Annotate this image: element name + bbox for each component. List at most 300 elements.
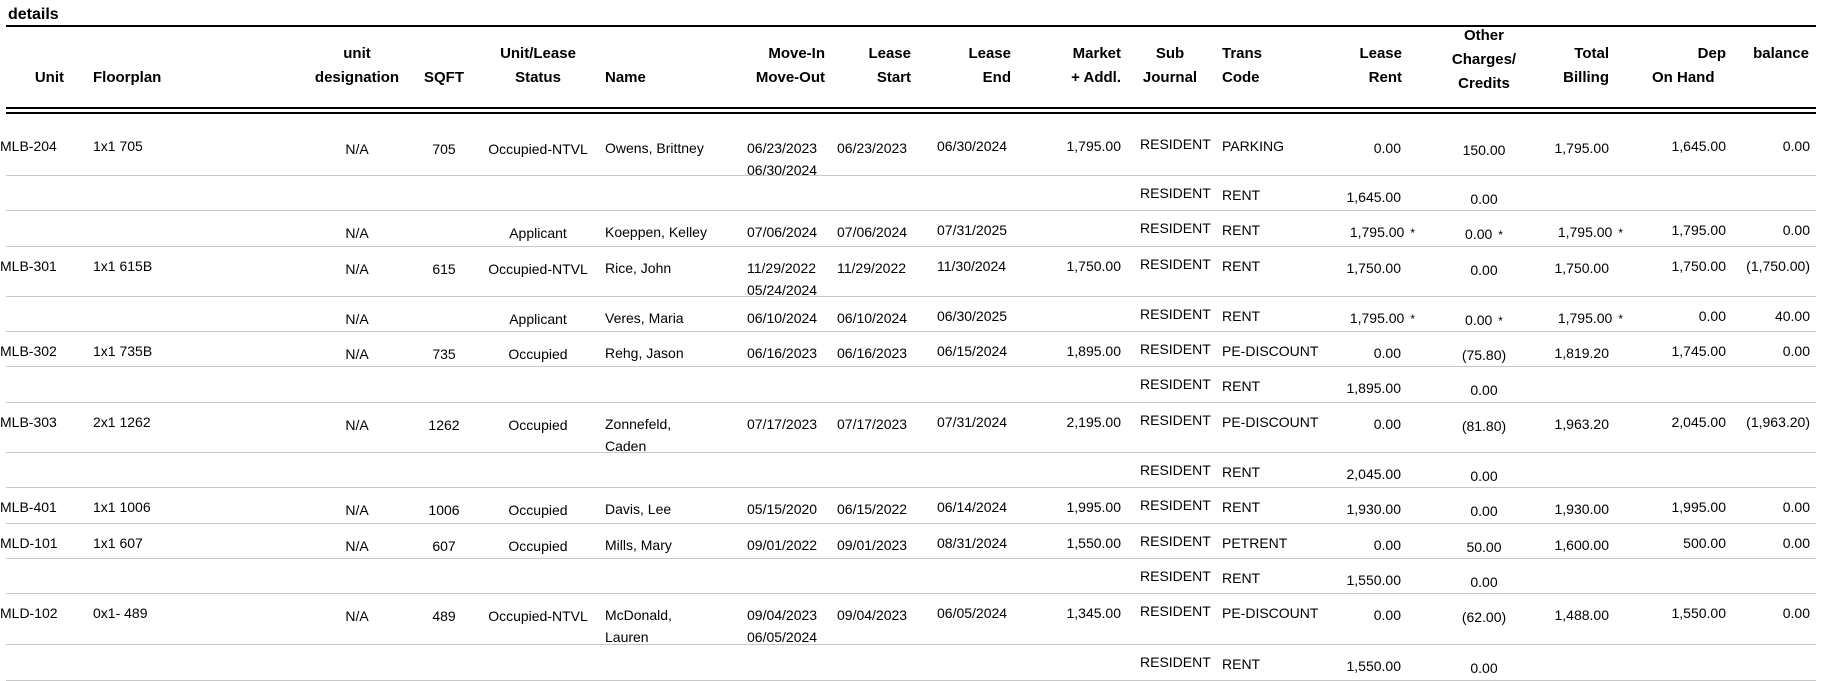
- cell-other: [1434, 500, 1534, 522]
- status-value: Applicant: [509, 311, 567, 327]
- header-status-1: Unit/Lease: [500, 45, 576, 62]
- cell-trans-code: [1222, 135, 1284, 157]
- cell-unit: [0, 411, 57, 433]
- lease-end-value: 06/14/2024: [937, 499, 1008, 515]
- trans-code-value: RENT: [1222, 308, 1261, 324]
- lease-rent-value: 1,895.00: [1346, 380, 1401, 396]
- balance-value: (1,750.00): [1746, 258, 1810, 274]
- balance-value: 0.00: [1782, 605, 1810, 621]
- lease-start-value: 06/10/2024: [837, 310, 908, 326]
- market-value: 1,995.00: [1066, 499, 1121, 515]
- cell-designation: [307, 414, 407, 436]
- total-value: 1,819.20: [1554, 345, 1609, 361]
- cell-lease-end: [937, 411, 1007, 433]
- unit-value: MLB-303: [0, 414, 57, 430]
- sub-journal-value: RESIDENT: [1140, 412, 1211, 428]
- floorplan-value: 1x1 1006: [93, 499, 151, 515]
- cell-trans-code: [1222, 602, 1318, 624]
- cell-trans-code: [1222, 375, 1260, 397]
- lease-start-value: 06/16/2023: [837, 345, 908, 361]
- cell-dep: [1636, 411, 1726, 433]
- cell-other: [1434, 571, 1534, 593]
- table-row: [6, 211, 1816, 247]
- header-total-1: Total: [1574, 45, 1609, 62]
- sub-journal-value: RESIDENT: [1140, 654, 1211, 670]
- cell-unit: [0, 340, 57, 362]
- cell-lease-rent: [1306, 534, 1401, 556]
- designation-value: N/A: [345, 261, 369, 277]
- market-value: 1,550.00: [1066, 535, 1121, 551]
- lease-rent-value: 0.00: [1373, 140, 1401, 156]
- other-value: 0.00: [1470, 468, 1498, 484]
- status-value: Occupied-NTVL: [488, 608, 588, 624]
- lease-start-value: 07/06/2024: [837, 224, 908, 240]
- header-designation-2: designation: [314, 69, 400, 86]
- sub-journal-value: RESIDENT: [1140, 462, 1211, 478]
- cell-move: [747, 307, 817, 329]
- cell-lease-rent: [1306, 307, 1415, 330]
- header-status-2: Status: [515, 69, 561, 86]
- total-value: 1,488.00: [1554, 607, 1609, 623]
- balance-value: 0.00: [1782, 222, 1810, 238]
- other-value: 0.00: [1470, 382, 1498, 398]
- cell-lease-start: [837, 221, 907, 243]
- status-value: Occupied: [508, 538, 568, 554]
- cell-trans-code: [1222, 496, 1260, 518]
- lease-start-value: 09/04/2023: [837, 607, 908, 623]
- cell-lease-start: [837, 257, 906, 279]
- table-row: [0, 113, 1816, 178]
- header-trans-code-1: Trans: [1222, 45, 1263, 62]
- cell-lease-start: [837, 137, 907, 159]
- cell-sqft: [414, 343, 474, 365]
- asterisk-mark: *: [1618, 312, 1623, 326]
- move-in-date: 07/06/2024: [747, 224, 818, 240]
- cell-balance: [1718, 135, 1810, 157]
- cell-lease-rent: [1306, 257, 1401, 279]
- sqft-value: 705: [432, 141, 456, 157]
- cell-floorplan: [93, 602, 147, 624]
- trans-code-value: RENT: [1222, 570, 1261, 586]
- cell-lease-end: [937, 340, 1007, 362]
- cell-other: [1434, 344, 1534, 366]
- lease-end-value: 08/31/2024: [937, 535, 1008, 551]
- dep-value: 1,645.00: [1671, 138, 1726, 154]
- cell-floorplan: [93, 411, 151, 433]
- status-value: Occupied: [508, 502, 568, 518]
- lease-rent-value: 2,045.00: [1346, 466, 1401, 482]
- name-value: Davis, Lee: [605, 501, 672, 517]
- cell-status: [478, 138, 598, 160]
- cell-balance: [1718, 496, 1810, 518]
- other-value: 0.00: [1470, 660, 1498, 676]
- header-balance: balance: [1753, 45, 1809, 62]
- balance-value: (1,963.20): [1746, 414, 1810, 430]
- cell-market: [1030, 135, 1121, 157]
- asterisk-mark: *: [1410, 312, 1415, 326]
- cell-other: [1434, 223, 1534, 246]
- other-value: 0.00: [1470, 191, 1498, 207]
- cell-designation: [307, 308, 407, 330]
- floorplan-value: 1x1 705: [93, 138, 143, 154]
- cell-floorplan: [93, 255, 152, 277]
- cell-unit: [0, 532, 58, 554]
- total-value: 1,750.00: [1554, 260, 1609, 276]
- name-value: Veres, Maria: [605, 310, 684, 326]
- cell-sqft: [414, 414, 474, 436]
- other-value: (81.80): [1461, 418, 1507, 434]
- cell-lease-end: [937, 255, 1006, 277]
- cell-status: [478, 222, 598, 244]
- cell-lease-rent: [1306, 463, 1401, 485]
- cell-name: [605, 137, 715, 159]
- cell-name: [605, 221, 715, 243]
- cell-sub-journal: [1140, 182, 1211, 204]
- cell-sqft: [414, 138, 474, 160]
- market-value: 1,750.00: [1066, 258, 1121, 274]
- other-value: (75.80): [1461, 347, 1507, 363]
- floorplan-value: 2x1 1262: [93, 414, 151, 430]
- cell-total: [1526, 307, 1623, 330]
- cell-sub-journal: [1140, 338, 1211, 360]
- dep-value: 1,750.00: [1671, 258, 1726, 274]
- header-move-2: Move-Out: [755, 69, 825, 86]
- cell-designation: [307, 138, 407, 160]
- market-value: 1,345.00: [1066, 605, 1121, 621]
- designation-value: N/A: [345, 502, 369, 518]
- floorplan-value: 0x1- 489: [93, 605, 148, 621]
- cell-lease-rent: [1306, 342, 1401, 364]
- balance-value: 40.00: [1774, 308, 1810, 324]
- cell-lease-start: [837, 534, 907, 556]
- dep-value: 0.00: [1698, 308, 1726, 324]
- cell-lease-rent: [1306, 137, 1401, 159]
- other-value: (62.00): [1461, 609, 1507, 625]
- cell-dep: [1636, 340, 1726, 362]
- cell-sub-journal: [1140, 373, 1211, 395]
- title-rule: [6, 25, 1816, 27]
- cell-market: [1030, 532, 1121, 554]
- floorplan-value: 1x1 735B: [93, 343, 153, 359]
- table-row: [0, 488, 1816, 524]
- cell-balance: [1718, 411, 1810, 433]
- unit-value: MLB-204: [0, 138, 57, 154]
- asterisk-mark: *: [1498, 314, 1503, 328]
- header-trans-code-2: Code: [1222, 69, 1260, 86]
- sub-journal-value: RESIDENT: [1140, 533, 1211, 549]
- cell-sub-journal: [1140, 565, 1211, 587]
- unit-value: MLB-301: [0, 258, 57, 274]
- cell-dep: [1636, 496, 1726, 518]
- unit-value: MLB-401: [0, 499, 57, 515]
- trans-code-value: RENT: [1222, 499, 1261, 515]
- cell-lease-rent: [1306, 655, 1401, 677]
- cell-other: [1434, 309, 1534, 332]
- trans-code-value: RENT: [1222, 464, 1261, 480]
- cell-market: [1030, 602, 1121, 624]
- total-value: 1,930.00: [1554, 501, 1609, 517]
- cell-lease-end: [937, 532, 1007, 554]
- cell-balance: [1718, 532, 1810, 554]
- move-out-date: 06/30/2024: [747, 162, 818, 178]
- total-value: 1,795.00: [1554, 140, 1609, 156]
- cell-total: [1526, 137, 1609, 159]
- balance-value: 0.00: [1782, 343, 1810, 359]
- cell-dep: [1636, 305, 1726, 327]
- header-sqft: SQFT: [424, 69, 464, 86]
- cell-total: [1526, 604, 1609, 626]
- header-move-1: Move-In: [768, 45, 825, 62]
- header-lease-start-1: Lease: [868, 45, 911, 62]
- cell-sub-journal: [1140, 409, 1211, 431]
- sub-journal-value: RESIDENT: [1140, 185, 1211, 201]
- name-value: Owens, Brittney: [605, 140, 704, 156]
- cell-designation: [307, 499, 407, 521]
- header-other-3: Credits: [1458, 75, 1510, 92]
- header-lease-rent-2: Rent: [1368, 69, 1402, 86]
- status-value: Applicant: [509, 225, 567, 241]
- header-market-2: + Addl.: [1071, 69, 1121, 86]
- cell-sub-journal: [1140, 217, 1211, 239]
- lease-end-value: 06/30/2024: [937, 138, 1008, 154]
- name-value: McDonald, Lauren: [605, 607, 672, 645]
- header-sub-journal-2: Journal: [1142, 69, 1198, 86]
- cell-lease-start: [837, 413, 907, 435]
- lease-rent-value: 1,645.00: [1346, 189, 1401, 205]
- table-body: [0, 113, 1822, 681]
- cell-sqft: [414, 535, 474, 557]
- header-market-1: Market: [1072, 45, 1121, 62]
- cell-name: [605, 342, 715, 364]
- cell-status: [478, 535, 598, 557]
- header-dep-1: Dep: [1697, 45, 1726, 62]
- asterisk-mark: *: [1410, 226, 1415, 240]
- cell-lease-rent: [1306, 186, 1401, 208]
- cell-sub-journal: [1140, 530, 1211, 552]
- lease-start-value: 07/17/2023: [837, 416, 908, 432]
- lease-end-value: 07/31/2024: [937, 414, 1008, 430]
- cell-sub-journal: [1140, 600, 1211, 622]
- cell-balance: [1718, 255, 1810, 277]
- cell-name: [605, 257, 715, 279]
- cell-lease-start: [837, 498, 907, 520]
- dep-value: 500.00: [1683, 535, 1726, 551]
- total-value: 1,600.00: [1554, 537, 1609, 553]
- cell-designation: [307, 605, 407, 627]
- header-lease-end-2: End: [982, 69, 1011, 86]
- lease-rent-value: 1,795.00: [1349, 224, 1405, 240]
- header-unit: Unit: [34, 69, 64, 86]
- trans-code-value: RENT: [1222, 378, 1261, 394]
- other-value: 0.00: [1465, 312, 1493, 328]
- lease-rent-value: 1,750.00: [1346, 260, 1401, 276]
- lease-start-value: 09/01/2023: [837, 537, 908, 553]
- name-value: Rice, John: [605, 260, 672, 276]
- name-value: Koeppen, Kelley: [605, 224, 707, 240]
- total-value: 1,795.00: [1557, 224, 1613, 240]
- table-row: [0, 594, 1816, 645]
- cell-unit: [0, 255, 57, 277]
- cell-sub-journal: [1140, 133, 1211, 155]
- cell-dep: [1636, 135, 1726, 157]
- other-value: 0.00: [1470, 262, 1498, 278]
- cell-lease-start: [837, 604, 907, 626]
- unit-value: MLB-302: [0, 343, 57, 359]
- trans-code-value: RENT: [1222, 656, 1261, 672]
- header-floorplan: Floorplan: [93, 69, 162, 86]
- cell-total: [1526, 413, 1609, 435]
- move-out-date: 05/24/2024: [747, 282, 818, 298]
- cell-status: [478, 499, 598, 521]
- cell-trans-code: [1222, 532, 1287, 554]
- cell-name: [605, 604, 715, 648]
- cell-move: [747, 342, 817, 364]
- cell-dep: [1636, 602, 1726, 624]
- lease-rent-value: 0.00: [1373, 345, 1401, 361]
- cell-dep: [1636, 532, 1726, 554]
- cell-market: [1030, 255, 1121, 277]
- cell-trans-code: [1222, 461, 1260, 483]
- dep-value: 1,795.00: [1671, 222, 1726, 238]
- cell-trans-code: [1222, 340, 1318, 362]
- cell-name: [605, 413, 715, 457]
- cell-trans-code: [1222, 411, 1318, 433]
- cell-designation: [307, 535, 407, 557]
- cell-status: [478, 308, 598, 330]
- dep-value: 1,745.00: [1671, 343, 1726, 359]
- move-in-date: 05/15/2020: [747, 501, 818, 517]
- move-in-date: 06/23/2023: [747, 140, 818, 156]
- lease-end-value: 06/15/2024: [937, 343, 1008, 359]
- cell-other: [1434, 465, 1534, 487]
- trans-code-value: RENT: [1222, 222, 1261, 238]
- cell-other: [1434, 188, 1534, 210]
- cell-sub-journal: [1140, 494, 1211, 516]
- lease-rent-value: 1,795.00: [1349, 310, 1405, 326]
- cell-status: [478, 343, 598, 365]
- floorplan-value: 1x1 615B: [93, 258, 153, 274]
- header-total-2: Billing: [1563, 69, 1609, 86]
- lease-rent-value: 1,550.00: [1346, 658, 1401, 674]
- cell-dep: [1636, 255, 1726, 277]
- name-value: Rehg, Jason: [605, 345, 684, 361]
- cell-trans-code: [1222, 255, 1260, 277]
- cell-move: [747, 534, 817, 556]
- cell-designation: [307, 258, 407, 280]
- cell-floorplan: [93, 340, 152, 362]
- cell-lease-rent: [1306, 221, 1415, 244]
- name-value: Mills, Mary: [605, 537, 672, 553]
- cell-market: [1030, 340, 1121, 362]
- lease-rent-value: 1,930.00: [1346, 501, 1401, 517]
- cell-floorplan: [93, 532, 143, 554]
- cell-sub-journal: [1140, 253, 1211, 275]
- cell-total: [1526, 257, 1609, 279]
- cell-name: [605, 534, 715, 556]
- cell-status: [478, 414, 598, 436]
- cell-trans-code: [1222, 184, 1260, 206]
- market-value: 1,895.00: [1066, 343, 1121, 359]
- trans-code-value: PE-DISCOUNT: [1222, 343, 1319, 359]
- total-value: 1,963.20: [1554, 416, 1609, 432]
- cell-lease-end: [937, 602, 1007, 624]
- cell-dep: [1636, 219, 1726, 241]
- dep-value: 1,550.00: [1671, 605, 1726, 621]
- cell-lease-end: [937, 305, 1007, 327]
- cell-move: [747, 137, 817, 181]
- sub-journal-value: RESIDENT: [1140, 497, 1211, 513]
- unit-value: MLD-102: [0, 605, 58, 621]
- balance-value: 0.00: [1782, 535, 1810, 551]
- balance-value: 0.00: [1782, 138, 1810, 154]
- cell-balance: [1718, 305, 1810, 327]
- move-in-date: 11/29/2022: [747, 260, 817, 276]
- header-lease-start-2: Start: [876, 69, 911, 86]
- cell-status: [478, 258, 598, 280]
- move-in-date: 06/16/2023: [747, 345, 818, 361]
- cell-sqft: [414, 258, 474, 280]
- sub-journal-value: RESIDENT: [1140, 568, 1211, 584]
- lease-start-value: 11/29/2022: [837, 260, 907, 276]
- total-value: 1,795.00: [1557, 310, 1613, 326]
- move-out-date: 06/05/2024: [747, 629, 818, 645]
- other-value: 0.00: [1470, 503, 1498, 519]
- dep-value: 1,995.00: [1671, 499, 1726, 515]
- cell-sub-journal: [1140, 303, 1211, 325]
- designation-value: N/A: [345, 538, 369, 554]
- sub-journal-value: RESIDENT: [1140, 220, 1211, 236]
- cell-trans-code: [1222, 567, 1260, 589]
- table-row: [6, 559, 1816, 594]
- table-header: [0, 27, 1822, 108]
- sub-journal-value: RESIDENT: [1140, 603, 1211, 619]
- sqft-value: 735: [432, 346, 456, 362]
- cell-lease-rent: [1306, 604, 1401, 626]
- balance-value: 0.00: [1782, 499, 1810, 515]
- cell-name: [605, 498, 715, 520]
- cell-move: [747, 604, 817, 648]
- header-lease-end-1: Lease: [968, 45, 1011, 62]
- table-row: [0, 524, 1816, 559]
- cell-lease-rent: [1306, 498, 1401, 520]
- move-in-date: 06/10/2024: [747, 310, 818, 326]
- cell-other: [1434, 536, 1534, 558]
- cell-lease-end: [937, 135, 1007, 157]
- floorplan-value: 1x1 607: [93, 535, 143, 551]
- cell-total: [1526, 221, 1623, 244]
- lease-rent-value: 0.00: [1373, 607, 1401, 623]
- lease-end-value: 06/05/2024: [937, 605, 1008, 621]
- designation-value: N/A: [345, 608, 369, 624]
- other-value: 150.00: [1462, 142, 1506, 158]
- sqft-value: 1262: [428, 417, 460, 433]
- cell-other: [1434, 657, 1534, 679]
- cell-trans-code: [1222, 219, 1260, 241]
- header-designation-1: unit: [343, 45, 371, 62]
- header-lease-rent-1: Lease: [1359, 45, 1402, 62]
- cell-total: [1526, 342, 1609, 364]
- cell-lease-end: [937, 219, 1007, 241]
- move-in-date: 09/04/2023: [747, 607, 818, 623]
- table-row: [6, 176, 1816, 211]
- table-row: [0, 247, 1816, 298]
- designation-value: N/A: [345, 225, 369, 241]
- cell-trans-code: [1222, 653, 1260, 675]
- cell-unit: [0, 135, 57, 157]
- cell-other: [1434, 379, 1534, 401]
- header-dep-2: On Hand: [1652, 69, 1715, 86]
- sub-journal-value: RESIDENT: [1140, 306, 1211, 322]
